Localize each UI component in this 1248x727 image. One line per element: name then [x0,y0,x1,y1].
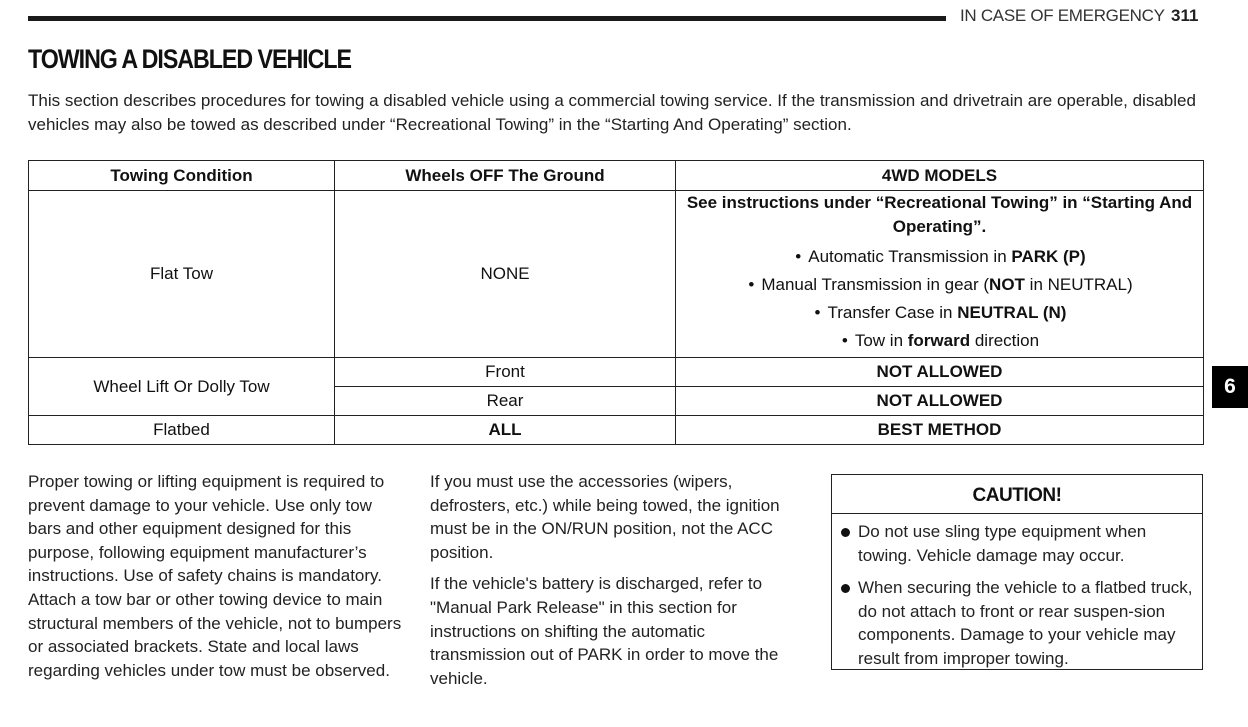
equipment-paragraph: Proper towing or lifting equipment is required to prevent damage to your vehicle. Use only tow bars and other equipment designed for this purpose, following equipment manufacturer’s instructions. Use of safety chains is mandatory. Attach a tow bar or other towing device to main structural members of the vehicle, not to bumpers or associated brackets. State and local laws regarding vehicles under tow must be observed. [28,472,402,680]
flat-tow-condition: Flat Tow [29,191,335,358]
flat-tow-wheels: NONE [335,191,676,358]
list-item: • Automatic Transmission in PARK (P) [682,243,1197,271]
table-row [29,416,1204,445]
table-header-row [29,161,1204,191]
header-rule [28,16,946,21]
table-row [29,191,1204,358]
flatbed-condition: Flatbed [29,416,335,445]
bullet-icon [841,584,850,593]
accessories-paragraph: If you must use the accessories (wipers, defrosters, etc.) while being towed, the ignition must be in the ON/RUN position, not the ACC position. [430,472,780,562]
header-4wd-models: 4WD MODELS [676,161,1204,191]
list-item: • Tow in forward direction [682,327,1197,355]
caution-box [831,474,1203,670]
list-item: When securing the vehicle to a flatbed truck, do not attach to front or rear suspen-sion components. Damage to your vehicle may result from improper towing. [840,576,1198,670]
wheel-lift-rear: Rear [335,387,676,416]
page-number: 311 [1171,6,1199,25]
list-item: • Transfer Case in NEUTRAL (N) [682,299,1197,327]
wheel-lift-front-value: NOT ALLOWED [676,358,1204,387]
header-towing-condition: Towing Condition [29,161,335,191]
flat-tow-instructions [676,191,1204,358]
header-wheels-off: Wheels OFF The Ground [335,161,676,191]
instructions-list [682,243,1197,355]
battery-paragraph: If the vehicle's battery is discharged, refer to "Manual Park Release" in this section for instructions on shifting the automatic transmission out of PARK in order to move the vehicle. [430,574,779,688]
instructions-title: See instructions under “Recreational Towing” in “Starting And Operating”. [686,193,1193,236]
wheel-lift-condition: Wheel Lift Or Dolly Tow [29,358,335,416]
towing-table [28,160,1204,445]
table-row [29,358,1204,387]
caution-list [832,514,1202,670]
wheel-lift-rear-value: NOT ALLOWED [676,387,1204,416]
flatbed-wheels: ALL [335,416,676,445]
list-item: • Manual Transmission in gear (NOT in NEUTRAL) [682,271,1197,299]
wheel-lift-front: Front [335,358,676,387]
page-title: TOWING A DISABLED VEHICLE [28,44,351,74]
list-item: Do not use sling type equipment when towing. Vehicle damage may occur. [840,520,1198,567]
section-header: IN CASE OF EMERGENCY [960,6,1165,25]
text-column-middle [430,470,805,690]
flatbed-value: BEST METHOD [676,416,1204,445]
chapter-tab: 6 [1212,366,1248,408]
intro-paragraph: This section describes procedures for towing a disabled vehicle using a commercial towing service. If the transmission and drivetrain are operable, disabled vehicles may also be towed as described under “Recreational Towing” in the “Starting And Operating” section. [28,91,1196,134]
bullet-icon [841,528,850,537]
caution-heading: CAUTION! [832,475,1202,514]
text-column-left [28,470,404,682]
